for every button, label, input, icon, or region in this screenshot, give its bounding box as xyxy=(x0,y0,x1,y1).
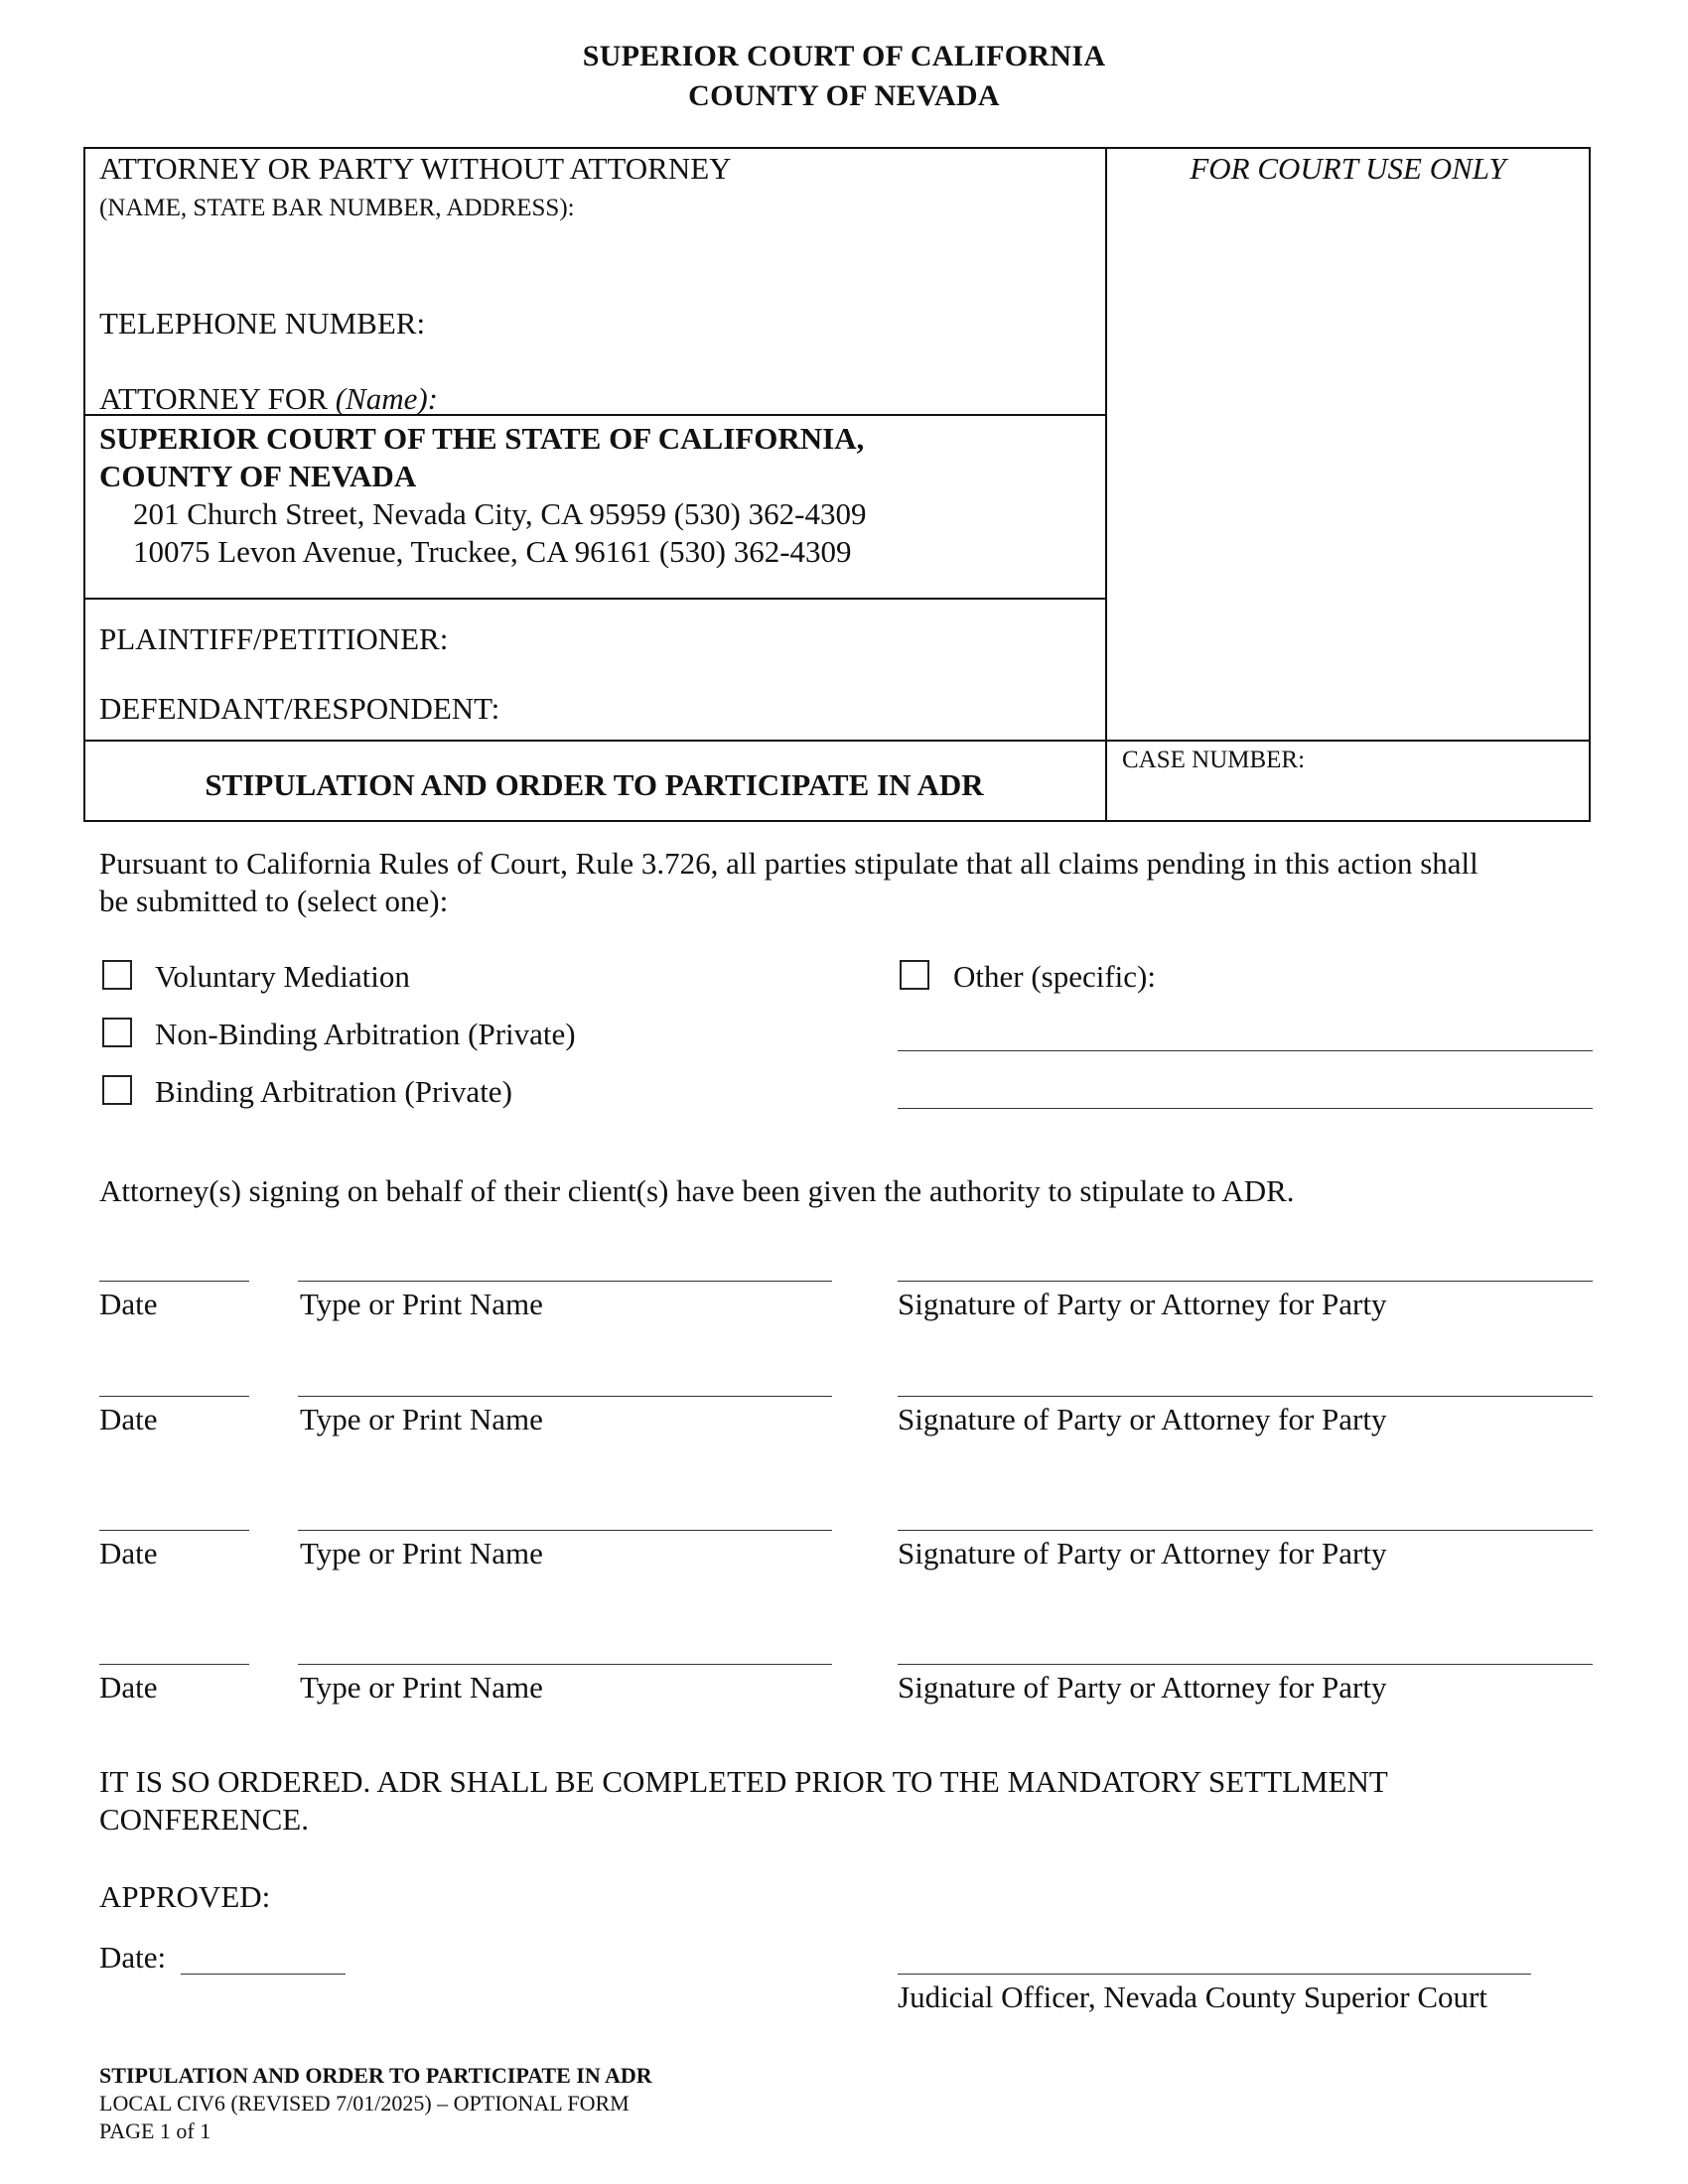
other-specific-checkbox[interactable] xyxy=(900,960,929,990)
authority-statement: Attorney(s) signing on behalf of their client(s) have been given the authority to stipulate to ADR. xyxy=(99,1173,1295,1208)
other-specific-line-2[interactable] xyxy=(898,1108,1593,1109)
date-caption: Date xyxy=(99,1287,158,1321)
print-name-line[interactable] xyxy=(298,1281,832,1282)
case-number-label: CASE NUMBER: xyxy=(1122,747,1306,773)
print-name-line[interactable] xyxy=(298,1396,832,1397)
telephone-label: TELEPHONE NUMBER: xyxy=(99,306,426,341)
court-name-line2: COUNTY OF NEVADA xyxy=(99,459,417,493)
court-name-line1: SUPERIOR COURT OF THE STATE OF CALIFORNIA, xyxy=(99,421,865,456)
print-name-line[interactable] xyxy=(298,1664,832,1665)
judicial-officer-caption: Judicial Officer, Nevada County Superior Court xyxy=(898,1979,1487,2014)
intro-line2: be submitted to (select one): xyxy=(99,884,449,918)
date-caption: Date xyxy=(99,1536,158,1570)
non-binding-arbitration-label: Non-Binding Arbitration (Private) xyxy=(155,1017,576,1051)
print-name-caption: Type or Print Name xyxy=(300,1670,543,1705)
court-use-only-label: FOR COURT USE ONLY xyxy=(1190,151,1506,186)
other-specific-label: Other (specific): xyxy=(953,959,1156,994)
caption-divider-3 xyxy=(83,740,1591,742)
signature-caption: Signature of Party or Attorney for Party xyxy=(898,1536,1387,1570)
approval-date-line[interactable] xyxy=(181,1974,346,1975)
print-name-line[interactable] xyxy=(298,1530,832,1531)
date-line[interactable] xyxy=(99,1396,249,1397)
date-line[interactable] xyxy=(99,1664,249,1665)
defendant-label: DEFENDANT/RESPONDENT: xyxy=(99,691,500,726)
court-title-line1: SUPERIOR COURT OF CALIFORNIA xyxy=(582,40,1106,72)
voluntary-mediation-label: Voluntary Mediation xyxy=(155,959,410,994)
attorney-for-label xyxy=(99,381,438,417)
binding-arbitration-label: Binding Arbitration (Private) xyxy=(155,1074,512,1109)
date-line[interactable] xyxy=(99,1281,249,1282)
judicial-officer-signature-line[interactable] xyxy=(898,1974,1531,1975)
footer-form-id: LOCAL CIV6 (REVISED 7/01/2025) – OPTIONAL FORM xyxy=(99,2091,630,2116)
attorney-for-text: ATTORNEY FOR xyxy=(99,381,328,416)
footer-page-number: PAGE 1 of 1 xyxy=(99,2118,211,2143)
signature-line[interactable] xyxy=(898,1396,1593,1397)
print-name-caption: Type or Print Name xyxy=(300,1536,543,1570)
footer-form-title: STIPULATION AND ORDER TO PARTICIPATE IN ADR xyxy=(99,2063,652,2088)
signature-caption: Signature of Party or Attorney for Party xyxy=(898,1670,1387,1705)
plaintiff-label: PLAINTIFF/PETITIONER: xyxy=(99,621,449,656)
signature-line[interactable] xyxy=(898,1530,1593,1531)
voluntary-mediation-checkbox[interactable] xyxy=(102,960,132,990)
other-specific-line-1[interactable] xyxy=(898,1050,1593,1051)
approved-label: APPROVED: xyxy=(99,1879,271,1914)
order-line1: IT IS SO ORDERED. ADR SHALL BE COMPLETED PRIOR TO THE MANDATORY SETTLMENT xyxy=(99,1764,1388,1799)
print-name-caption: Type or Print Name xyxy=(300,1287,543,1321)
date-caption: Date xyxy=(99,1670,158,1705)
signature-caption: Signature of Party or Attorney for Party xyxy=(898,1287,1387,1321)
signature-caption: Signature of Party or Attorney for Party xyxy=(898,1402,1387,1436)
caption-divider-2 xyxy=(83,598,1106,600)
court-title-line2: COUNTY OF NEVADA xyxy=(688,79,1000,112)
order-line2: CONFERENCE. xyxy=(99,1802,309,1837)
court-address-truckee: 10075 Levon Avenue, Truckee, CA 96161 (530) 362-4309 xyxy=(133,534,852,569)
court-address-nevada-city: 201 Church Street, Nevada City, CA 95959 (530) 362-4309 xyxy=(133,496,867,531)
approval-date-label: Date: xyxy=(99,1940,167,1975)
date-caption: Date xyxy=(99,1402,158,1436)
signature-line[interactable] xyxy=(898,1664,1593,1665)
attorney-heading: ATTORNEY OR PARTY WITHOUT ATTORNEY xyxy=(99,151,732,186)
attorney-for-name-hint: (Name): xyxy=(335,381,438,416)
attorney-subheading: (NAME, STATE BAR NUMBER, ADDRESS): xyxy=(99,195,575,221)
date-line[interactable] xyxy=(99,1530,249,1531)
non-binding-arbitration-checkbox[interactable] xyxy=(102,1018,132,1047)
print-name-caption: Type or Print Name xyxy=(300,1402,543,1436)
signature-line[interactable] xyxy=(898,1281,1593,1282)
binding-arbitration-checkbox[interactable] xyxy=(102,1075,132,1105)
intro-line1: Pursuant to California Rules of Court, Rule 3.726, all parties stipulate that all claims pending in this action shall xyxy=(99,846,1478,881)
form-title: STIPULATION AND ORDER TO PARTICIPATE IN ADR xyxy=(205,767,984,802)
caption-vertical-divider xyxy=(1105,147,1107,822)
